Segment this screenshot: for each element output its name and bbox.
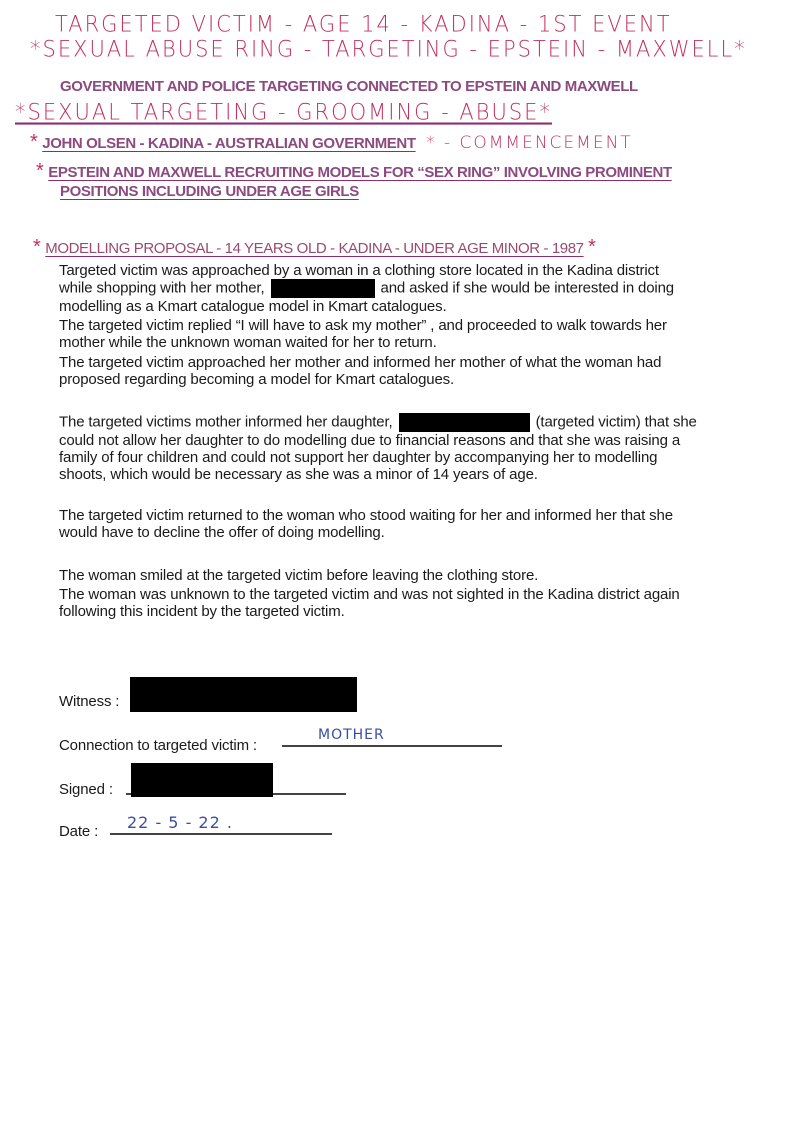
redaction: [399, 413, 530, 432]
text-span: (targeted victim) that she: [535, 413, 697, 431]
text-line: The woman smiled at the targeted victim before leaving the clothing store.: [59, 567, 539, 584]
asterisk-mark: *: [36, 160, 44, 182]
asterisk-mark: *: [30, 131, 38, 153]
text-line: proposed regarding becoming a model for Kmart catalogues.: [59, 371, 455, 388]
text-line: [59, 413, 697, 432]
paragraph-1: [59, 262, 674, 315]
commencement-note: * - COMMENCEMENT: [426, 133, 633, 153]
text-line: [59, 279, 674, 298]
handwritten-title-line2: *SEXUAL ABUSE RING - TARGETING - EPSTEIN - MAXWELL*: [30, 36, 747, 62]
witness-label: Witness :: [59, 693, 120, 710]
printed-header: GOVERNMENT AND POLICE TARGETING CONNECTED TO EPSTEIN AND MAXWELL: [60, 78, 638, 95]
connection-label: Connection to targeted victim :: [59, 737, 257, 754]
text-line: following this incident by the targeted victim.: [59, 603, 345, 620]
paragraph-5: [59, 507, 673, 541]
text-span: and asked if she would be interested in doing: [380, 279, 674, 297]
paragraph-6: [59, 567, 680, 620]
text-line: shoots, which would be necessary as she was a minor of 14 years of age.: [59, 466, 538, 483]
olsen-text: JOHN OLSEN - KADINA - AUSTRALIAN GOVERNMENT: [42, 135, 416, 152]
text-line: The woman was unknown to the targeted victim and was not sighted in the Kadina district again: [59, 586, 680, 603]
signed-label: Signed :: [59, 781, 113, 798]
asterisk-mark: *: [588, 236, 596, 258]
redaction: [271, 279, 375, 298]
witness-redaction: [130, 677, 357, 712]
text-span: The targeted victims mother informed her daughter,: [59, 413, 393, 431]
paragraph-4: [59, 413, 697, 483]
section-heading-text: MODELLING PROPOSAL - 14 YEARS OLD - KADINA - UNDER AGE MINOR - 1987: [45, 240, 584, 257]
paragraph-2: [59, 317, 667, 351]
handwritten-subheader: *SEXUAL TARGETING - GROOMING - ABUSE*: [15, 99, 552, 125]
text-line: Targeted victim was approached by a woman in a clothing store located in the Kadina district: [59, 262, 659, 279]
text-line: could not allow her daughter to do modelling due to financial reasons and that she was raising a: [59, 432, 681, 449]
text-line: family of four children and could not support her daughter by accompanying her to modelling: [59, 449, 658, 466]
text-line: would have to decline the offer of doing modelling.: [59, 524, 385, 541]
recruiting-text-line1: EPSTEIN AND MAXWELL RECRUITING MODELS FOR “SEX RING” INVOLVING PROMINENT: [48, 164, 672, 181]
text-line: The targeted victim returned to the woman who stood waiting for her and informed her that she: [59, 507, 673, 524]
date-label: Date :: [59, 823, 99, 840]
handwritten-title-line1: TARGETED VICTIM - AGE 14 - KADINA - 1ST EVENT: [55, 11, 672, 37]
section-heading: [33, 236, 596, 259]
date-underline: [110, 833, 332, 835]
connection-value: MOTHER: [318, 727, 385, 743]
signature-redaction: [131, 763, 273, 797]
olsen-line: [30, 131, 633, 154]
asterisk-mark: *: [33, 236, 41, 258]
paragraph-3: [59, 354, 661, 388]
text-line: modelling as a Kmart catalogue model in Kmart catalogues.: [59, 298, 447, 315]
text-line: mother while the unknown woman waited for her to return.: [59, 334, 437, 351]
text-line: The targeted victim replied “I will have to ask my mother” , and proceeded to walk towards her: [59, 317, 667, 334]
text-line: The targeted victim approached her mother and informed her mother of what the woman had: [59, 354, 662, 371]
recruiting-line: [36, 160, 672, 183]
connection-underline: [282, 745, 502, 747]
text-span: while shopping with her mother,: [59, 279, 265, 297]
date-value: 22 - 5 - 22 .: [127, 813, 233, 832]
recruiting-text-line2: POSITIONS INCLUDING UNDER AGE GIRLS: [60, 183, 359, 200]
